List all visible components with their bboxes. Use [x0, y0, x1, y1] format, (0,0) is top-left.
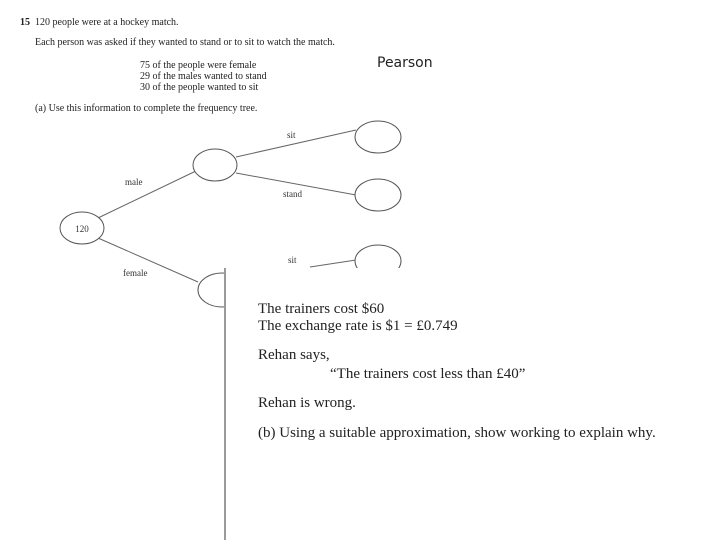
- label-sit-top: sit: [287, 130, 296, 140]
- node-male[interactable]: [193, 149, 237, 181]
- overlay-part-b: (b) Using a suitable approximation, show working to explain why.: [258, 425, 656, 441]
- overlay-line-rehan-says: Rehan says,: [258, 347, 330, 363]
- fact-sit: 30 of the people wanted to sit: [140, 82, 259, 93]
- part-a-instruction: (a) Use this information to complete the frequency tree.: [35, 103, 258, 114]
- question-text: 120 people were at a hockey match.: [35, 17, 179, 28]
- branch-female-sit: [310, 260, 356, 267]
- label-stand-top: stand: [283, 189, 302, 199]
- label-female: female: [123, 268, 148, 278]
- branch-female: [98, 238, 198, 282]
- fact-males-stand: 29 of the males wanted to stand: [140, 71, 267, 82]
- branch-male: [98, 170, 198, 218]
- overlay-line-cost: The trainers cost $60: [258, 301, 385, 317]
- overlay-panel: [224, 268, 720, 540]
- overlay-line-exchange-rate: The exchange rate is $1 = £0.749: [258, 318, 458, 334]
- overlay-quote: “The trainers cost less than £40”: [330, 366, 526, 382]
- root-value: 120: [75, 224, 89, 234]
- question-number: 15: [20, 17, 30, 28]
- fact-female: 75 of the people were female: [140, 60, 257, 71]
- pearson-brand: Pearson: [377, 55, 433, 71]
- overlay-line-rehan-wrong: Rehan is wrong.: [258, 395, 356, 411]
- label-male: male: [125, 177, 143, 187]
- node-male-sit[interactable]: [355, 121, 401, 153]
- label-sit-bottom: sit: [288, 255, 297, 265]
- branch-male-sit: [236, 130, 356, 157]
- node-male-stand[interactable]: [355, 179, 401, 211]
- question-instruction: Each person was asked if they wanted to stand or to sit to watch the match.: [35, 37, 335, 48]
